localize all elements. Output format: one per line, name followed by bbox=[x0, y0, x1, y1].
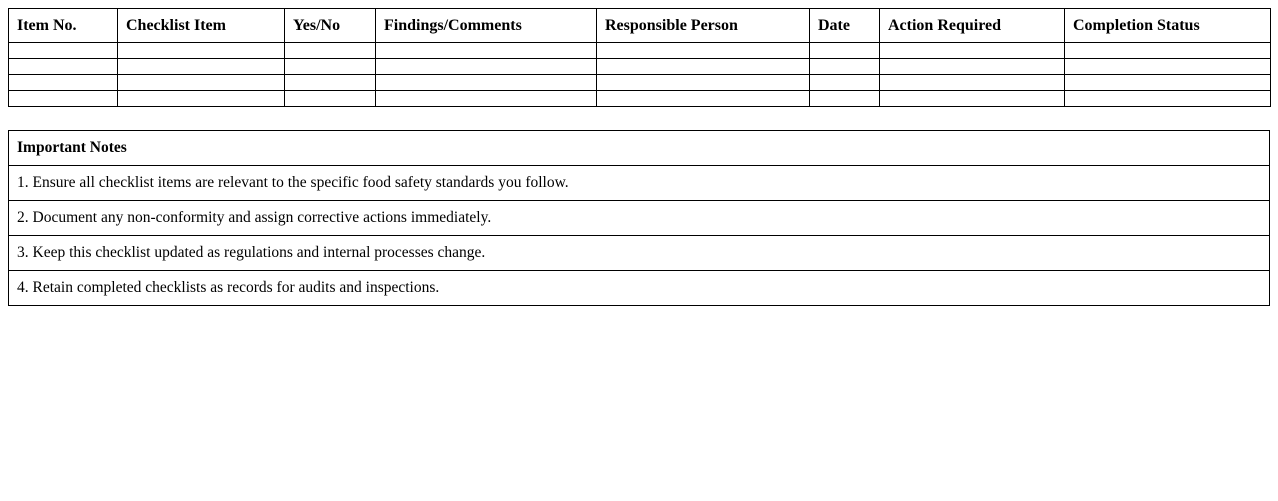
table-cell[interactable] bbox=[880, 75, 1065, 91]
table-cell[interactable] bbox=[880, 59, 1065, 75]
table-cell[interactable] bbox=[285, 43, 376, 59]
notes-title: Important Notes bbox=[9, 131, 1270, 166]
header-checklist-item: Checklist Item bbox=[118, 9, 285, 43]
header-action-required: Action Required bbox=[880, 9, 1065, 43]
table-cell[interactable] bbox=[1065, 59, 1271, 75]
table-cell[interactable] bbox=[810, 59, 880, 75]
header-date: Date bbox=[810, 9, 880, 43]
table-cell[interactable] bbox=[597, 59, 810, 75]
important-notes-table bbox=[8, 130, 1270, 306]
note-text: 1. Ensure all checklist items are relevant to the specific food safety standards you follow. bbox=[9, 166, 1270, 201]
table-cell[interactable] bbox=[9, 75, 118, 91]
table-cell[interactable] bbox=[118, 43, 285, 59]
table-cell[interactable] bbox=[880, 43, 1065, 59]
checklist-table bbox=[8, 8, 1271, 107]
table-row bbox=[9, 43, 1271, 59]
table-cell[interactable] bbox=[376, 91, 597, 107]
table-cell[interactable] bbox=[376, 75, 597, 91]
notes-header-row bbox=[9, 131, 1270, 166]
note-text: 3. Keep this checklist updated as regulations and internal processes change. bbox=[9, 236, 1270, 271]
list-item bbox=[9, 271, 1270, 306]
table-cell[interactable] bbox=[376, 43, 597, 59]
checklist-header-row bbox=[9, 9, 1271, 43]
table-cell[interactable] bbox=[810, 75, 880, 91]
note-text: 4. Retain completed checklists as records for audits and inspections. bbox=[9, 271, 1270, 306]
table-cell[interactable] bbox=[9, 59, 118, 75]
table-cell[interactable] bbox=[597, 91, 810, 107]
table-cell[interactable] bbox=[1065, 91, 1271, 107]
list-item bbox=[9, 166, 1270, 201]
table-cell[interactable] bbox=[9, 91, 118, 107]
header-completion-status: Completion Status bbox=[1065, 9, 1271, 43]
header-responsible-person: Responsible Person bbox=[597, 9, 810, 43]
table-cell[interactable] bbox=[285, 75, 376, 91]
list-item bbox=[9, 201, 1270, 236]
table-cell[interactable] bbox=[810, 43, 880, 59]
note-text: 2. Document any non-conformity and assign corrective actions immediately. bbox=[9, 201, 1270, 236]
table-cell[interactable] bbox=[285, 91, 376, 107]
table-cell[interactable] bbox=[118, 59, 285, 75]
header-yes-no: Yes/No bbox=[285, 9, 376, 43]
table-cell[interactable] bbox=[1065, 43, 1271, 59]
table-cell[interactable] bbox=[597, 75, 810, 91]
table-cell[interactable] bbox=[118, 91, 285, 107]
table-row bbox=[9, 75, 1271, 91]
header-item-no: Item No. bbox=[9, 9, 118, 43]
table-cell[interactable] bbox=[118, 75, 285, 91]
list-item bbox=[9, 236, 1270, 271]
table-row bbox=[9, 91, 1271, 107]
table-cell[interactable] bbox=[285, 59, 376, 75]
table-cell[interactable] bbox=[810, 91, 880, 107]
table-cell[interactable] bbox=[597, 43, 810, 59]
header-findings-comments: Findings/Comments bbox=[376, 9, 597, 43]
table-cell[interactable] bbox=[376, 59, 597, 75]
table-cell[interactable] bbox=[880, 91, 1065, 107]
table-cell[interactable] bbox=[9, 43, 118, 59]
table-cell[interactable] bbox=[1065, 75, 1271, 91]
table-row bbox=[9, 59, 1271, 75]
